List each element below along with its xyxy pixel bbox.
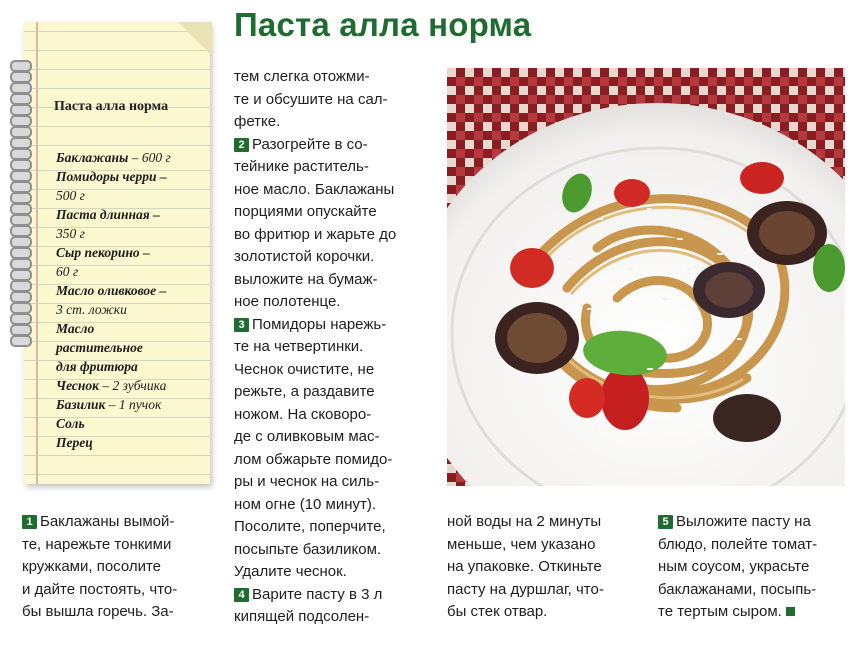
ingredient-name: Сыр пекорино –: [56, 245, 150, 260]
text-line: [234, 584, 396, 607]
text-line-content: порциями опускайте: [234, 203, 377, 220]
step-number-badge: 2: [234, 138, 249, 152]
step-number-badge: 1: [22, 515, 37, 529]
text-line-content: ным соусом, украсьте: [658, 558, 810, 575]
steps-column-left: [22, 511, 177, 624]
text-line: [234, 359, 396, 382]
text-line-content: режьте, а раздавите: [234, 383, 375, 400]
ingredient-line: [56, 186, 206, 205]
ingredient-line: [56, 224, 206, 243]
ingredient-qty: 350 г: [56, 226, 85, 241]
ingredient-name: для фритюра: [56, 359, 138, 374]
ingredient-name: Базилик: [56, 397, 106, 412]
text-line-content: ном огне (10 минут).: [234, 495, 377, 513]
text-line-content: посыпьте базиликом.: [234, 540, 382, 558]
ingredient-name: растительное: [56, 340, 143, 355]
step-number-badge: 4: [234, 588, 249, 602]
text-line: [447, 511, 604, 534]
ingredient-name: Масло оливковое –: [56, 283, 167, 298]
text-line: [234, 561, 396, 584]
text-line-content: тейнике раститель-: [234, 158, 369, 175]
text-line-content: ной воды на 2 минуты: [447, 513, 602, 530]
text-line: [234, 201, 396, 224]
text-line-content: Посолите, поперчите,: [234, 518, 386, 535]
end-of-article-mark: [786, 607, 795, 616]
text-line: [234, 516, 396, 539]
ingredient-line: [56, 148, 206, 167]
page-title: Паста алла норма: [234, 6, 532, 43]
text-line-content: Удалите чеснок.: [234, 563, 347, 580]
ingredient-line: [56, 167, 206, 186]
steps-column-right-2: [658, 511, 817, 624]
text-line-content: кипящей подсолен-: [234, 608, 370, 625]
text-line: [658, 511, 817, 534]
text-line: [234, 291, 396, 314]
text-line-content: те, нарежьте тонкими: [22, 535, 172, 553]
text-line: [234, 89, 396, 112]
ingredient-name: Чеснок: [56, 378, 99, 393]
ingredient-name: Масло: [56, 321, 95, 336]
text-line-content: Варите пасту в 3 л: [252, 585, 383, 603]
text-line-content: на упаковке. Откиньте: [447, 558, 602, 575]
ingredient-qty: – 2 зубчика: [99, 378, 167, 393]
text-line: [234, 246, 396, 269]
text-line-content: ное масло. Баклажаны: [234, 180, 395, 198]
card-margin-line: [36, 22, 38, 484]
ingredient-qty: 60 г: [56, 264, 79, 279]
ingredient-name: Перец: [56, 435, 93, 450]
ingredient-line: [56, 395, 206, 414]
ingredient-line: [56, 262, 206, 281]
text-line-content: Разогрейте в со-: [252, 135, 368, 153]
ingredient-name: Паста длинная –: [56, 207, 160, 222]
ingredient-qty: 3 ст. ложки: [56, 302, 127, 317]
text-line: [234, 111, 396, 134]
text-line: [447, 534, 604, 557]
text-line: [22, 534, 177, 557]
text-line: [658, 556, 817, 579]
ingredient-line: [56, 243, 206, 262]
text-line: [234, 269, 396, 292]
text-line: [658, 579, 817, 602]
text-line: [234, 471, 396, 494]
steps-column-right-1: [447, 511, 604, 624]
text-line: [234, 606, 396, 629]
spiral-ring: [10, 335, 32, 347]
text-line: [234, 449, 396, 472]
text-line-content: ры и чеснок на силь-: [234, 473, 380, 490]
ingredient-qty: – 1 пучок: [105, 397, 162, 412]
ingredient-line: [56, 376, 206, 395]
text-line-content: лом обжарьте помидо-: [234, 450, 393, 468]
ingredient-line: [56, 414, 206, 433]
ingredient-qty: 500 г: [56, 188, 85, 203]
text-line: [234, 224, 396, 247]
text-line-content: выложите на бумаж-: [234, 270, 378, 288]
text-line: [22, 579, 177, 602]
text-line-content: кружками, посолите: [22, 558, 162, 575]
text-line-content: Помидоры нарежь-: [252, 315, 387, 333]
text-line: [234, 66, 396, 89]
text-line-content: меньше, чем указано: [447, 535, 596, 553]
text-line: [447, 579, 604, 602]
text-line-content: бы вышла горечь. За-: [22, 603, 174, 620]
text-line-content: блюдо, полейте томат-: [658, 535, 818, 553]
text-line: [234, 336, 396, 359]
ingredient-line: [56, 433, 206, 452]
text-line: [234, 539, 396, 562]
text-line-content: те на четвертинки.: [234, 338, 364, 355]
text-line-content: Баклажаны вымой-: [40, 513, 175, 530]
page-corner-fold: [178, 22, 212, 56]
text-line: [22, 511, 177, 534]
steps-column-middle: [234, 66, 396, 629]
ingredient-name: Баклажаны: [56, 150, 129, 165]
text-line: [234, 156, 396, 179]
text-line: [22, 556, 177, 579]
ingredient-name: Соль: [56, 416, 85, 431]
text-line: [658, 534, 817, 557]
text-line-content: те тертым сыром.: [658, 603, 782, 620]
text-line: [234, 494, 396, 517]
text-line-content: де с оливковым мас-: [234, 428, 380, 445]
text-line-content: и дайте постоять, что-: [22, 580, 178, 598]
text-line-content: ное полотенце.: [234, 293, 341, 310]
ingredient-line: [56, 319, 206, 338]
ingredient-name: Помидоры черри –: [56, 169, 167, 184]
ingredient-qty: – 600 г: [128, 150, 171, 165]
text-line-content: баклажанами, посыпь-: [658, 580, 817, 598]
text-line-content: ножом. На сковоро-: [234, 405, 372, 423]
ingredient-line: [56, 205, 206, 224]
ingredient-line: [56, 281, 206, 300]
step-number-badge: 3: [234, 318, 249, 332]
ingredient-line: [56, 357, 206, 376]
text-line: [234, 404, 396, 427]
text-line: [234, 179, 396, 202]
text-line: [234, 381, 396, 404]
step-number-badge: 5: [658, 515, 673, 529]
text-line-content: золотистой корочки.: [234, 248, 375, 265]
text-line-content: те и обсушите на сал-: [234, 90, 388, 108]
spiral-binding: [10, 60, 30, 350]
dish-photo: [447, 68, 845, 486]
ingredient-line: [56, 300, 206, 319]
text-line-content: тем слегка отожми-: [234, 68, 370, 85]
text-line: [447, 601, 604, 624]
text-line: [22, 601, 177, 624]
text-line-content: Чеснок очистите, не: [234, 360, 375, 378]
ingredient-line: [56, 338, 206, 357]
text-line-content: во фритюр и жарьте до: [234, 225, 397, 243]
text-line: [234, 134, 396, 157]
ingredient-list: [56, 148, 206, 452]
text-line-content: Выложите пасту на: [676, 513, 811, 530]
text-line-content: пасту на дуршлаг, что-: [447, 580, 604, 598]
card-title: Паста алла норма: [54, 99, 169, 114]
text-line: [234, 314, 396, 337]
text-line: [234, 426, 396, 449]
text-line-content: бы стек отвар.: [447, 603, 548, 620]
text-line: [658, 601, 817, 624]
text-line-content: фетке.: [234, 113, 281, 130]
text-line: [447, 556, 604, 579]
